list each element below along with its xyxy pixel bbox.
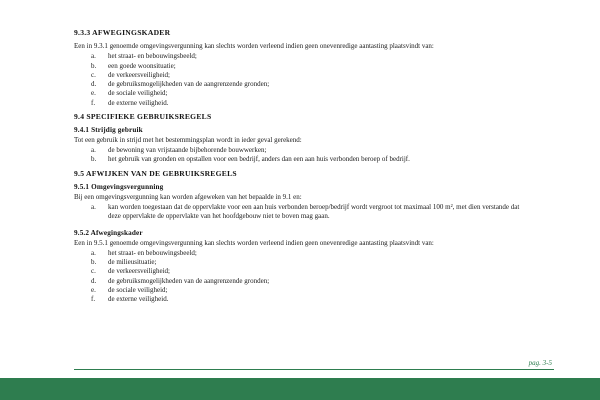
list-item	[74, 71, 526, 80]
section-9-5-2	[74, 229, 526, 305]
section-9-4	[74, 112, 526, 165]
list-marker: b.	[91, 61, 97, 70]
page-number: pag. 3-5	[528, 359, 552, 367]
section-heading: 9.3.3 AFWEGINGSKADER	[74, 28, 171, 37]
list-text: de milieusituatie;	[108, 258, 157, 267]
document-body	[74, 28, 526, 309]
list-text: de bewoning van vrijstaande bijbehorende bouwwerken;	[108, 146, 267, 155]
section-subheading: 9.5.2 Afwegingskader	[74, 228, 143, 237]
list-marker: b.	[91, 258, 97, 267]
list-text: een goede woonsituatie;	[108, 61, 176, 70]
list-item	[74, 267, 526, 276]
list-text: de sociale veiligheid;	[108, 89, 168, 98]
section-paragraph: Tot een gebruik in strijd met het bestemmingsplan wordt in ieder geval gerekend:	[74, 135, 302, 144]
list-item	[74, 249, 526, 258]
list-item	[74, 203, 526, 222]
list-item	[74, 62, 526, 71]
section-heading: 9.5 AFWIJKEN VAN DE GEBRUIKSREGELS	[74, 168, 237, 178]
list-marker: f.	[91, 98, 96, 107]
section-paragraph: Een in 9.5.1 genoemde omgevingsvergunning kan slechts worden verleend indien geen onevenredige aantasting plaatsvindt van:	[74, 238, 434, 247]
section-list	[74, 52, 526, 108]
list-item	[74, 52, 526, 61]
list-marker: c.	[91, 70, 96, 79]
section-9-3-3	[74, 28, 526, 108]
list-marker: a.	[91, 248, 96, 257]
list-marker: a.	[91, 202, 96, 211]
list-text: de verkeersveiligheid;	[108, 267, 171, 276]
section-list	[74, 203, 526, 222]
list-marker: a.	[91, 52, 96, 61]
list-item	[74, 258, 526, 267]
list-item	[74, 155, 526, 164]
list-marker: f.	[91, 295, 96, 304]
list-text: het straat- en bebouwingsbeeld;	[108, 248, 197, 257]
list-marker: c.	[91, 267, 96, 276]
section-9-5	[74, 169, 526, 222]
list-marker: a.	[91, 146, 96, 155]
footer-band	[0, 378, 600, 400]
list-item	[74, 99, 526, 108]
list-text: de verkeersveiligheid;	[108, 70, 171, 79]
section-subheading: 9.4.1 Strijdig gebruik	[74, 125, 143, 134]
section-paragraph: Een in 9.3.1 genoemde omgevingsvergunning kan slechts worden verleend indien geen onevenredige aantasting plaatsvindt van:	[74, 42, 434, 50]
section-list	[74, 146, 526, 165]
list-item	[74, 277, 526, 286]
list-item	[74, 89, 526, 98]
section-heading: 9.4 SPECIFIEKE GEBRUIKSREGELS	[74, 111, 212, 121]
list-item	[74, 80, 526, 89]
list-text: de sociale veiligheid;	[108, 285, 168, 294]
list-text: de gebruiksmogelijkheden van de aangrenzende gronden;	[108, 80, 270, 89]
footer-divider	[74, 369, 554, 370]
list-item	[74, 286, 526, 295]
list-marker: d.	[91, 80, 97, 89]
list-text: de externe veiligheid.	[108, 295, 169, 304]
list-marker: e.	[91, 89, 96, 98]
list-item	[74, 146, 526, 155]
list-item	[74, 295, 526, 304]
list-marker: e.	[91, 285, 96, 294]
list-text: de gebruiksmogelijkheden van de aangrenzende gronden;	[108, 276, 270, 285]
list-marker: b.	[91, 155, 97, 164]
list-text: de externe veiligheid.	[108, 98, 169, 107]
list-text: kan worden toegestaan dat de oppervlakte voor een aan huis verbonden beroep/bedrijf wordt vergroot tot maximaal 100 m², met dien verstande dat deze oppervlakte de oppervlakte van het hoofdgebouw niet te boven mag gaan.	[108, 202, 520, 221]
list-marker: d.	[91, 276, 97, 285]
section-list	[74, 249, 526, 305]
section-paragraph: Bij een omgevingsvergunning kan worden afgeweken van het bepaalde in 9.1 en:	[74, 192, 302, 201]
section-subheading: 9.5.1 Omgevingsvergunning	[74, 182, 164, 191]
list-text: het gebruik van gronden en opstallen voor een bedrijf, anders dan een aan huis verbonden beroep of bedrijf.	[108, 155, 410, 164]
list-text: het straat- en bebouwingsbeeld;	[108, 52, 197, 61]
